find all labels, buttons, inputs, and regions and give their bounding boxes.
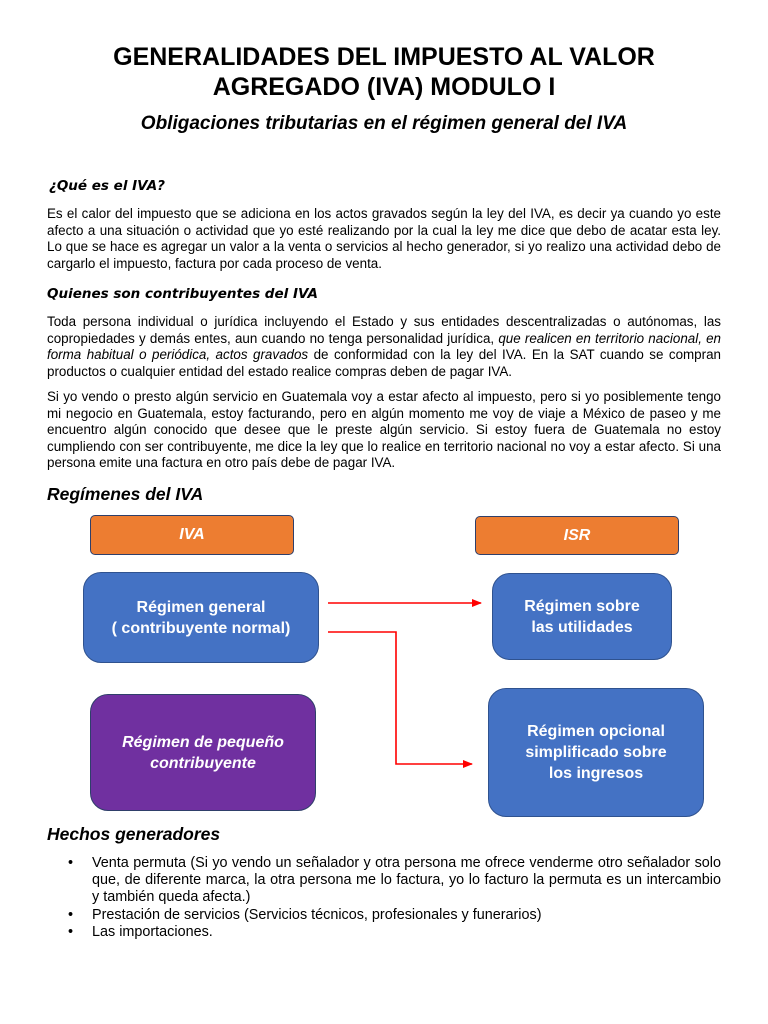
iva-box: IVA xyxy=(90,515,294,555)
opcional-line-1: Régimen opcional xyxy=(527,723,665,740)
paragraph-que-es-iva: Es el calor del impuesto que se adiciona en los actos gravados según la ley del IVA, es decir ya cuando yo este afecto a una situación o actividad que yo esté realizando por la cual la ley me dice que debo de acatar esta ley. Lo que se hace es agregar un valor a la venta o servicios al hecho generador, si yo realizo una actividad debo de cargarlo el impuesto, factura por cada proceso de venta. xyxy=(47,206,721,271)
list-item xyxy=(68,924,721,941)
pequeno-line-1: Régimen de pequeño xyxy=(122,733,284,751)
opcional-line-2: simplificado sobre xyxy=(525,744,667,761)
bullet-icon: • xyxy=(68,855,74,871)
contribuyentes-text-b: de conformidad con la ley del IVA. En la SAT cuando se compran productos o cualquier entidad del estado realice compras deben de pagar IVA. xyxy=(47,347,721,379)
title-line-1: GENERALIDADES DEL IMPUESTO AL VALOR xyxy=(113,43,655,71)
regimen-general-line-2: ( contribuyente normal) xyxy=(111,619,291,637)
opcional-line-3: los ingresos xyxy=(548,765,644,782)
list-item xyxy=(68,907,721,924)
list-item-text: Venta permuta (Si yo vendo un señalador y otra persona me ofrece venderme otro señalador solo que, de diferente marca, la otra persona me lo factura, yo lo facturo la permuta es un intercambio y también queda afecta.) xyxy=(92,855,721,906)
list-item-text: Prestación de servicios (Servicios técnicos, profesionales y funerarios) xyxy=(92,906,542,923)
hechos-list xyxy=(68,855,721,941)
list-item xyxy=(68,855,721,907)
arrow-general-to-opcional xyxy=(328,632,472,764)
title-line-2: AGREGADO (IVA) MODULO I xyxy=(212,73,556,101)
isr-box: ISR xyxy=(475,516,679,555)
contribuyentes-text-a: Toda persona individual o jurídica incluyendo el Estado y sus entidades descentralizadas o autónomas, las copropiedades y demás entes, aun cuando no tenga personalidad jurídica, xyxy=(47,314,721,346)
bullet-icon: • xyxy=(68,923,74,940)
document-subtitle: Obligaciones tributarias en el régimen general del IVA xyxy=(140,113,628,134)
contribuyentes-text-italic: que realicen en territorio nacional, en forma habitual o periódica, actos gravados xyxy=(47,330,721,363)
heading-hechos-generadores: Hechos generadores xyxy=(47,824,221,844)
paragraph-contribuyentes-2: Si yo vendo o presto algún servicio en Guatemala voy a estar afecto al impuesto, pero si yo posiblemente tengo mi negocio en Guatemala, estoy facturando, pero en algún momento me voy de viaje a México de paseo y me encuentro algún conocido que desee que le preste algún servicio. Si estoy fuera de Guatemala no estoy cumpliendo con ser contribuyente, me dice la ley que lo realice en territorio nacional no voy a estar afecto. Si una persona emite una factura en otro país debe de pagar IVA. xyxy=(47,389,721,471)
list-item-text: Las importaciones. xyxy=(92,923,213,940)
pequeno-line-2: contribuyente xyxy=(150,754,256,772)
utilidades-line-1: Régimen sobre xyxy=(524,597,640,615)
bullet-icon: • xyxy=(68,906,74,923)
heading-contribuyentes: Quienes son contribuyentes del IVA xyxy=(47,286,318,302)
utilidades-line-2: las utilidades xyxy=(531,618,633,636)
heading-que-es-iva: ¿Qué es el IVA? xyxy=(49,178,165,194)
heading-regimenes: Regímenes del IVA xyxy=(47,484,204,504)
regimen-general-line-1: Régimen general xyxy=(136,598,266,616)
